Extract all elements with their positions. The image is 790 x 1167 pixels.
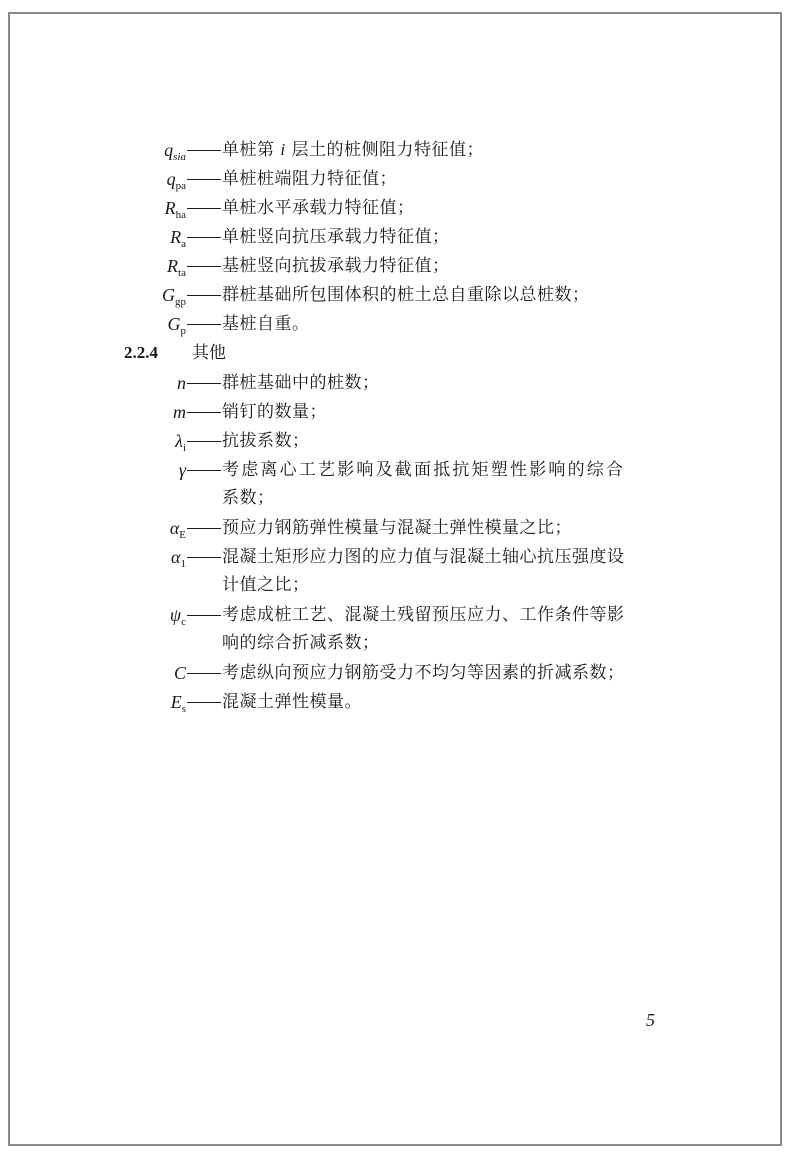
definition-text: 单桩桩端阻力特征值； bbox=[222, 169, 397, 189]
em-dash bbox=[187, 179, 221, 180]
definition-text-continued: 系数； bbox=[222, 488, 275, 508]
definition-text: 考虑纵向预应力钢筋受力不均匀等因素的折减系数； bbox=[222, 663, 625, 683]
definition-text: 混凝土矩形应力图的应力值与混凝土轴心抗压强度设 bbox=[222, 547, 625, 567]
section-number: 2.2.4 bbox=[124, 343, 158, 362]
em-dash bbox=[187, 470, 221, 471]
em-dash bbox=[187, 441, 221, 442]
em-dash bbox=[187, 528, 221, 529]
page-number: 5 bbox=[646, 1010, 655, 1030]
em-dash bbox=[187, 412, 221, 413]
definition-text: 单桩水平承载力特征值； bbox=[222, 198, 415, 218]
em-dash bbox=[187, 150, 221, 151]
definition-text: 基桩自重。 bbox=[222, 314, 310, 334]
em-dash bbox=[187, 295, 221, 296]
definition-text: 抗拔系数； bbox=[222, 431, 310, 451]
definition-text-continued: 响的综合折减系数； bbox=[222, 633, 380, 653]
em-dash bbox=[187, 702, 221, 703]
definition-text: 混凝土弹性模量。 bbox=[222, 692, 362, 712]
em-dash bbox=[187, 615, 221, 616]
em-dash bbox=[187, 383, 221, 384]
definition-text: 群桩基础所包围体积的桩土总自重除以总桩数； bbox=[222, 285, 590, 305]
definition-text: 单桩第 i 层土的桩侧阻力特征值； bbox=[222, 140, 485, 160]
definition-text: 预应力钢筋弹性模量与混凝土弹性模量之比； bbox=[222, 518, 572, 538]
em-dash bbox=[187, 673, 221, 674]
definition-text: 考虑离心工艺影响及截面抵抗矩塑性影响的综合 bbox=[222, 460, 626, 480]
definition-text: 销钉的数量； bbox=[222, 402, 327, 422]
em-dash bbox=[187, 237, 221, 238]
em-dash bbox=[187, 557, 221, 558]
em-dash bbox=[187, 324, 221, 325]
definition-text: 单桩竖向抗压承载力特征值； bbox=[222, 227, 450, 247]
definition-text: 群桩基础中的桩数； bbox=[222, 373, 380, 393]
section-title: 其他 bbox=[192, 343, 226, 363]
definition-text: 基桩竖向抗拔承载力特征值； bbox=[222, 256, 450, 276]
definition-text-continued: 计值之比； bbox=[222, 575, 310, 595]
em-dash bbox=[187, 208, 221, 209]
definition-text: 考虑成桩工艺、混凝土残留预压应力、工作条件等影 bbox=[222, 605, 625, 625]
em-dash bbox=[187, 266, 221, 267]
